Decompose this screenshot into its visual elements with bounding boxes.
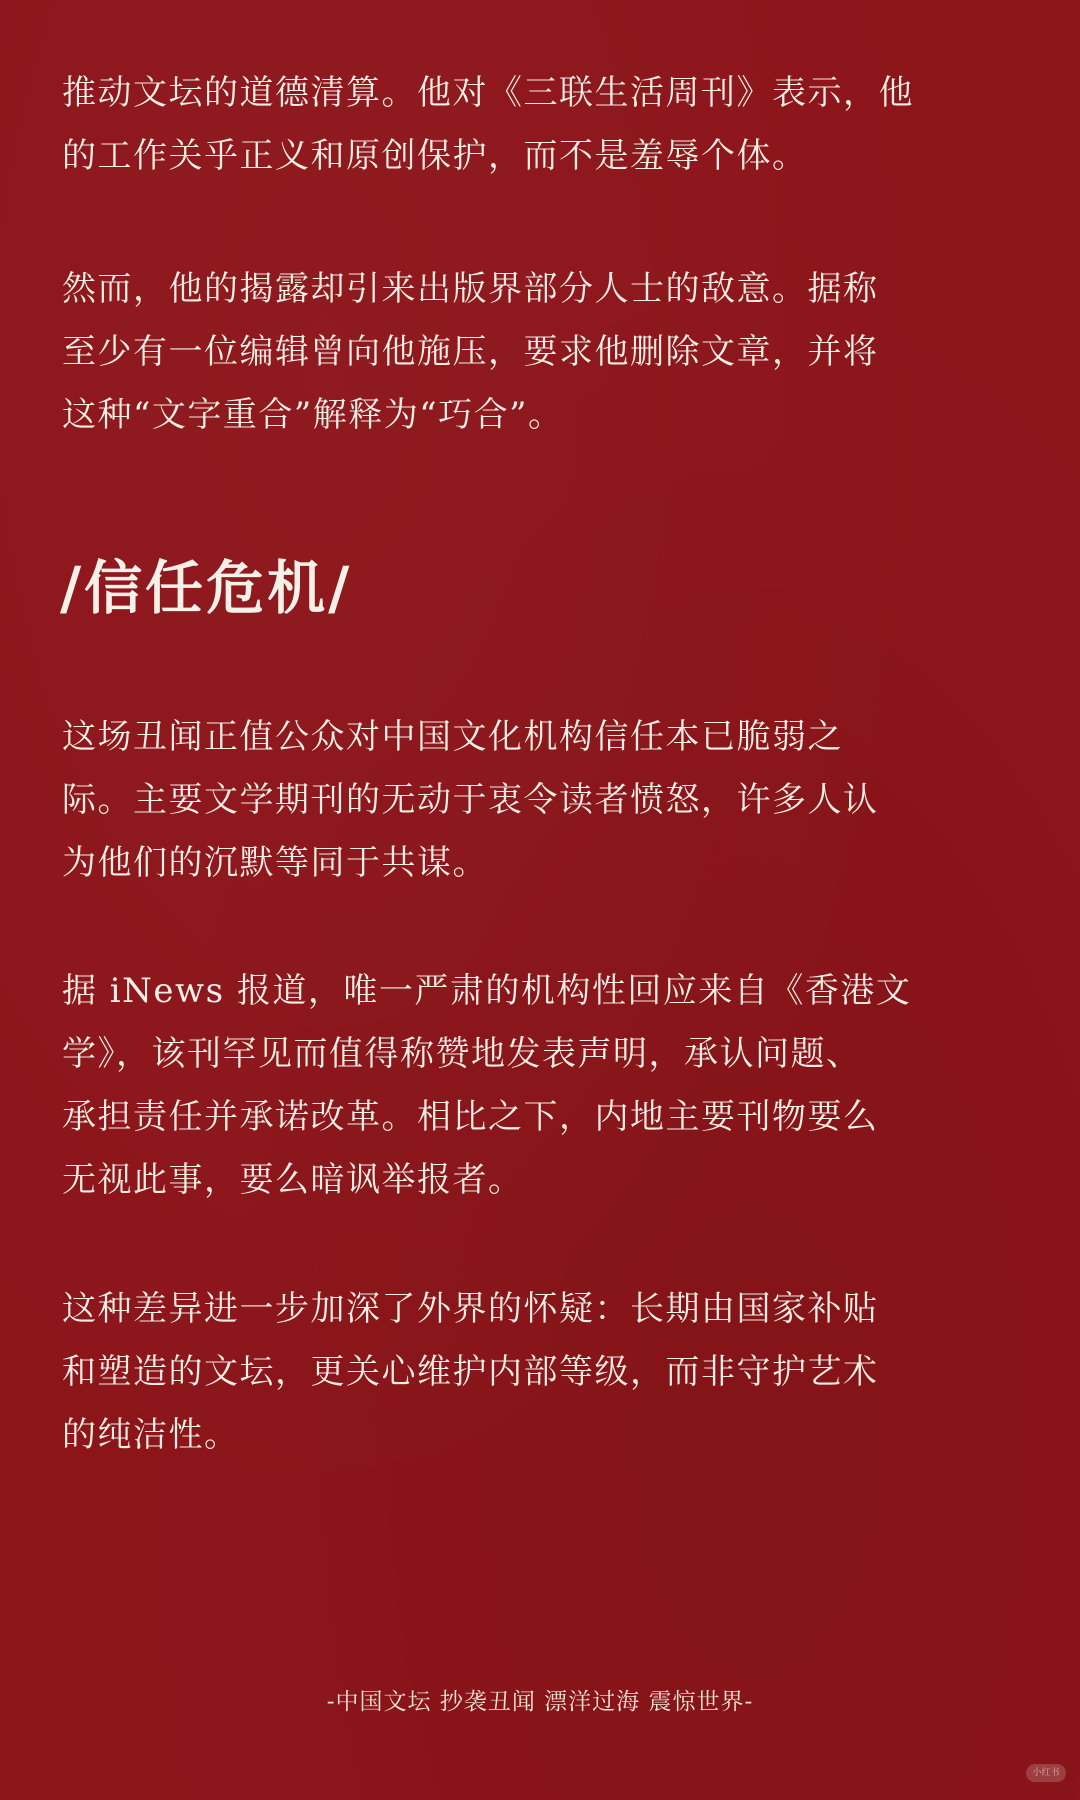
paragraph-suspicion: 这种差异进一步加深了外界的怀疑：长期由国家补贴 和塑造的文坛，更关心维护内部等级，而非守护艺术 的纯洁性。 [62, 1289, 879, 1455]
footer-tagline: -中国文坛 抄袭丑闻 漂洋过海 震惊世界- [326, 1689, 754, 1715]
section-heading-trust-crisis: /信任危机/ [60, 554, 353, 622]
paragraph-public-trust: 这场丑闻正值公众对中国文化机构信任本已脆弱之 际。主要文学期刊的无动于衷令读者愤怒，许多人认 为他们的沉默等同于共谋。 [62, 717, 879, 883]
paragraph-inews-report: 据 iNews 报道，唯一严肃的机构性回应来自《香港文 学》，该刊罕见而值得称赞地发表声明，承认问题、 承担责任并承诺改革。相比之下，内地主要刊物要么 无视此事，要么暗讽举报者。 [62, 971, 912, 1200]
watermark-logo: 小红书 [1026, 1764, 1066, 1782]
paragraph-moral-reckoning: 推动文坛的道德清算。他对《三联生活周刊》表示，他 的工作关乎正义和原创保护，而不是羞辱个体。 [62, 73, 914, 176]
paragraph-publishing-hostility: 然而，他的揭露却引来出版界部分人士的敌意。据称 至少有一位编辑曾向他施压，要求他删除文章，并将 这种“文字重合”解释为“巧合”。 [62, 269, 879, 435]
